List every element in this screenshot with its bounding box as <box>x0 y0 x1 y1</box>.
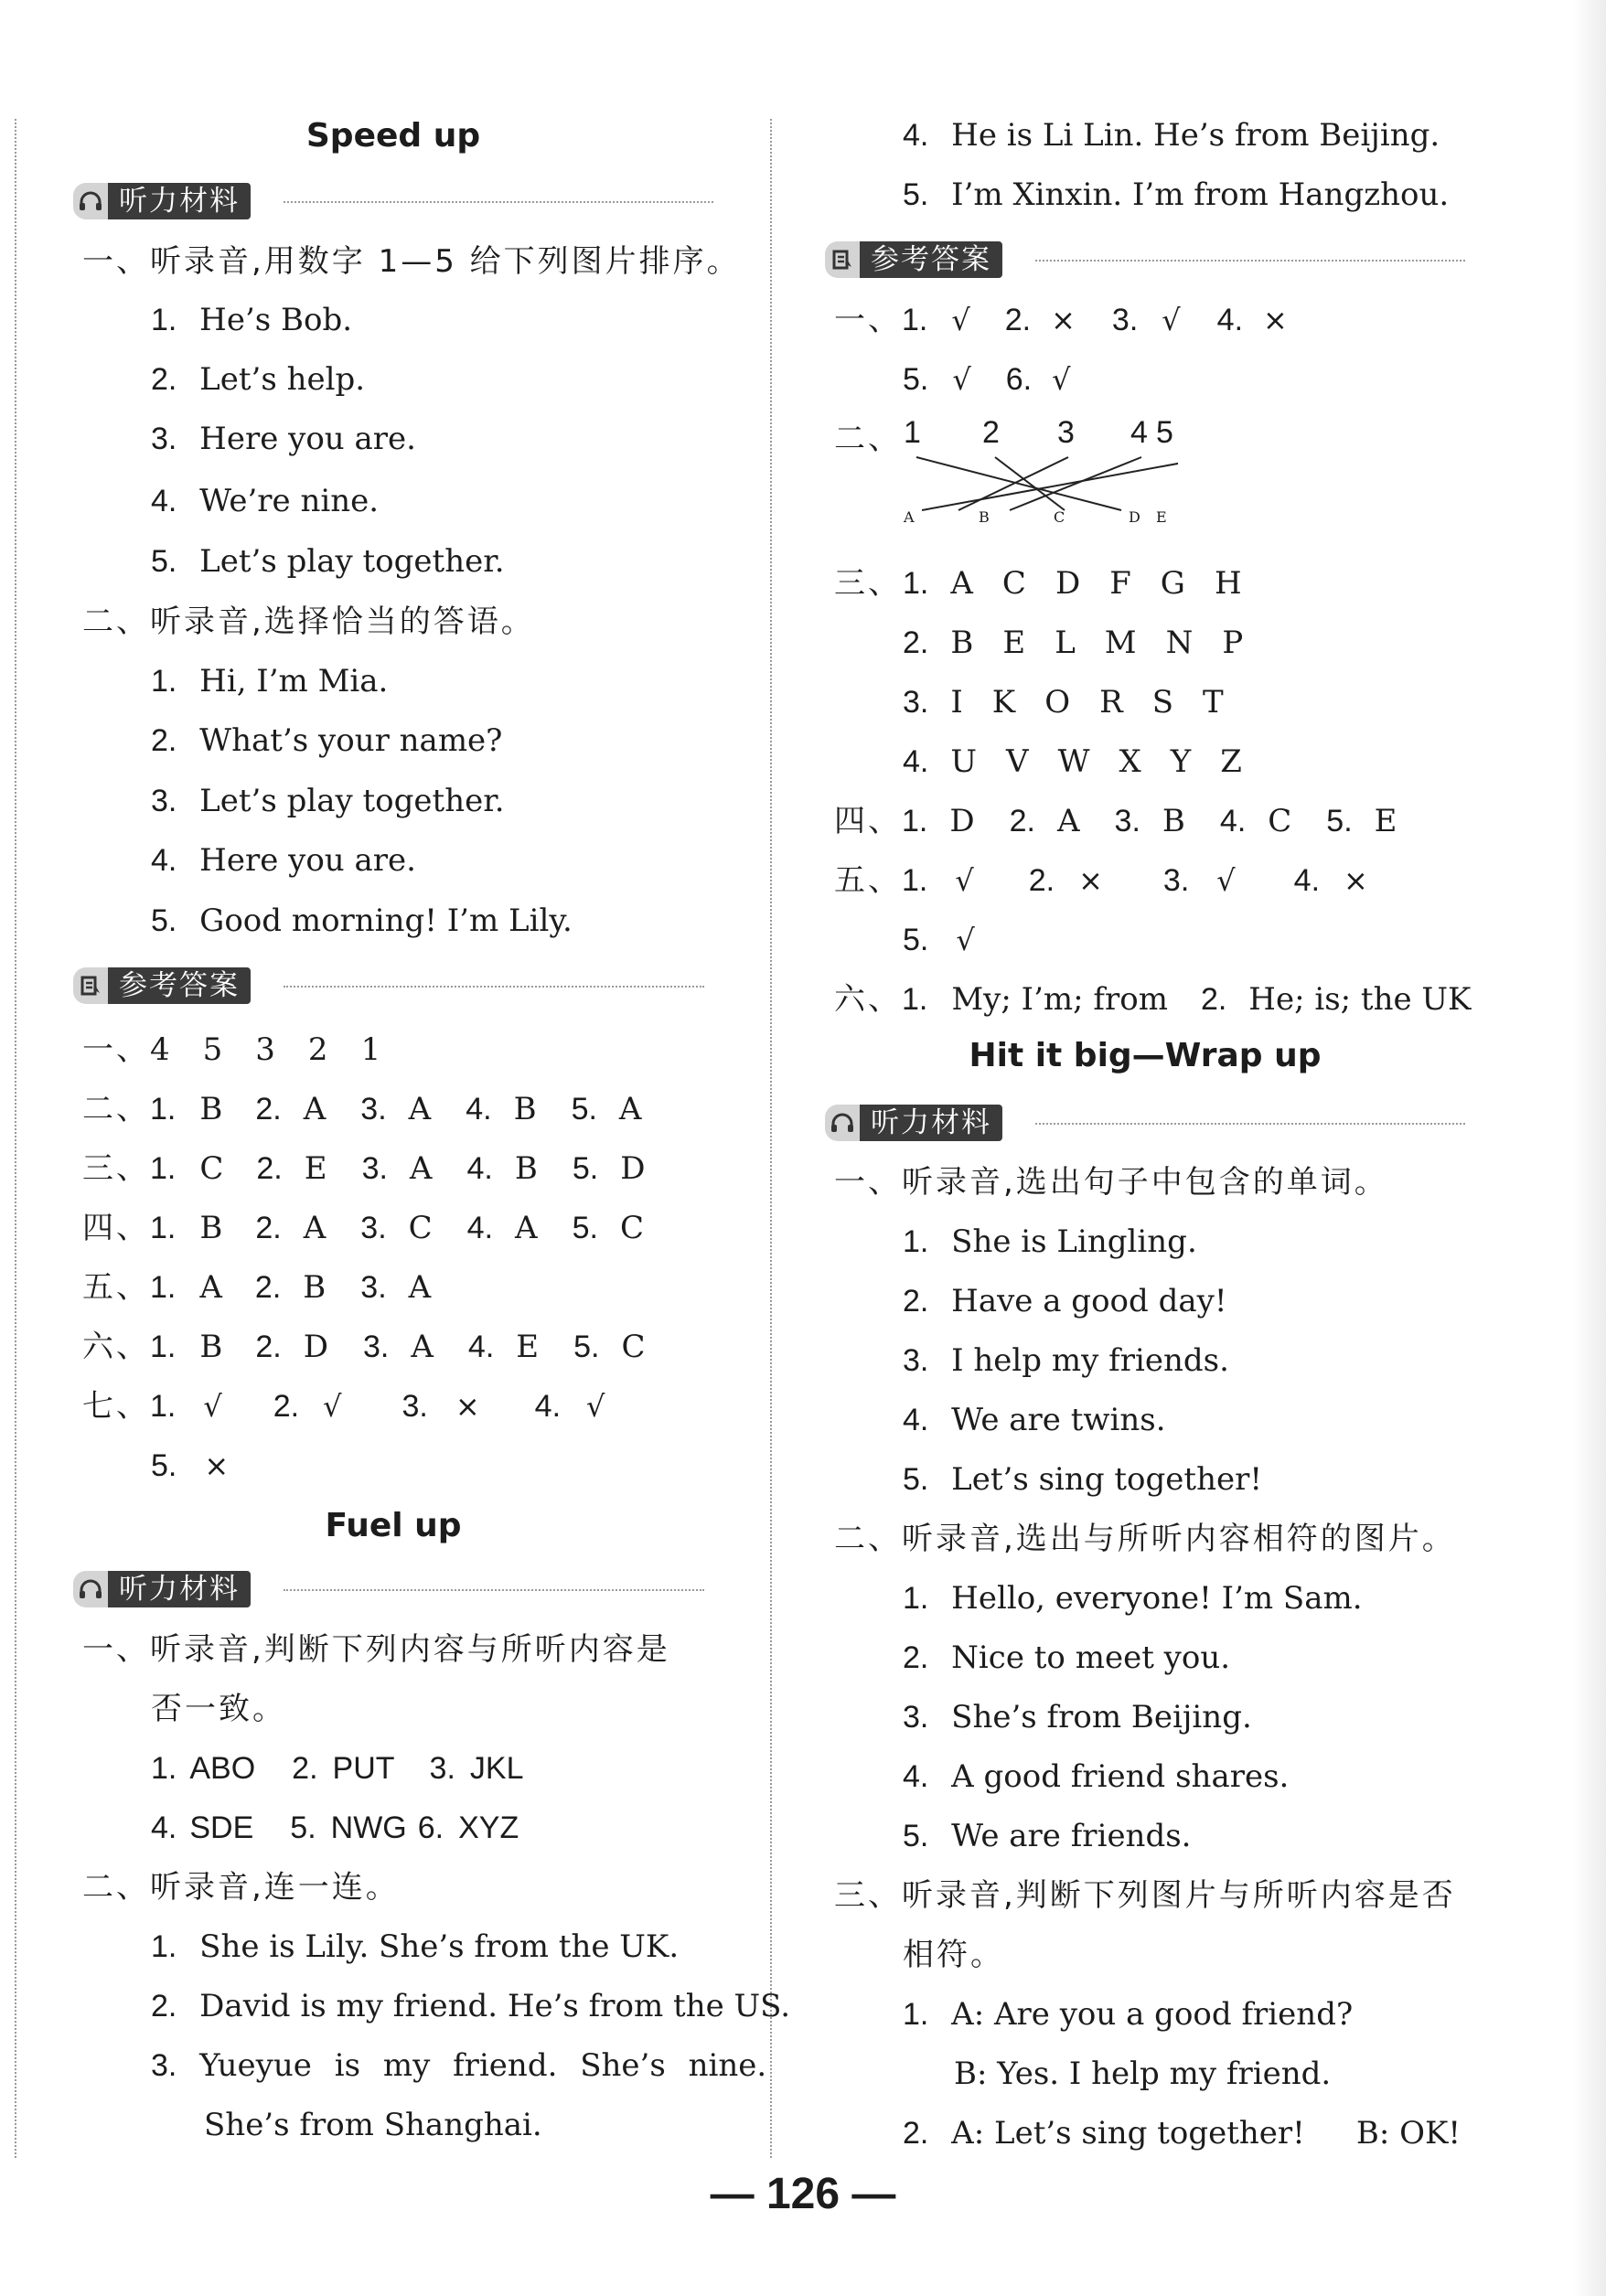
tag-rule <box>1035 1123 1465 1125</box>
answer-row: 四、1. D 2. A 3. B 4. C 5. E <box>834 803 1397 839</box>
list-item: 2. Nice to meet you. <box>903 1639 1231 1676</box>
answer-row: 三、1. C 2. E 3. A 4. B 5. D <box>82 1150 646 1187</box>
match-number: 1 <box>904 415 921 450</box>
answer-row: 1. ABO 2. PUT 3. JKL <box>151 1751 524 1786</box>
section-title-speed-up: Speed up <box>305 117 481 155</box>
answer-tag <box>73 967 251 1004</box>
page-number: — 126 — <box>710 2170 896 2218</box>
answer-row: 5. × <box>151 1448 230 1483</box>
list-item: 3. Here you are. <box>151 421 416 457</box>
book-icon <box>825 241 860 278</box>
answer-row: 二、1. B 2. A 3. A 4. B 5. A <box>82 1091 642 1127</box>
question-heading: 二、听录音,选择恰当的答语。 <box>82 603 535 640</box>
answer-row: 2. B E L M N P <box>903 625 1244 661</box>
answer-row: 3. I K O R S T <box>903 684 1224 721</box>
list-item: 2. A: Let’s sing together! B: OK! <box>903 2115 1461 2152</box>
question-heading: 三、听录音,判断下列图片与所听内容是否 <box>834 1877 1456 1914</box>
headphones-icon <box>73 1571 108 1607</box>
answer-tag <box>825 241 1002 278</box>
list-item: 1. She is Lingling. <box>903 1223 1197 1260</box>
list-item: 4. He is Li Lin. He’s from Beijing. <box>903 117 1440 154</box>
section-title-hit-it-big: Hit it big—Wrap up <box>969 1037 1322 1074</box>
match-letter: C <box>1054 508 1065 526</box>
question-heading: 二、听录音,选出与所听内容相符的图片。 <box>834 1521 1456 1557</box>
listening-tag <box>73 183 251 219</box>
left-margin-line <box>15 119 16 2158</box>
list-item: 2. Let’s help. <box>151 361 366 398</box>
answer-tag-label: 参考答案 <box>108 967 251 1004</box>
list-item: 2. Have a good day! <box>903 1283 1227 1319</box>
list-item: 2. David is my friend. He’s from the US. <box>151 1988 791 2024</box>
page-edge-shadow <box>1573 0 1606 2296</box>
match-letter: B <box>979 508 990 526</box>
answer-label: 三、 <box>834 565 902 602</box>
list-item: She’s from Shanghai. <box>204 2107 542 2143</box>
match-number: 5 <box>1156 415 1173 450</box>
answer-label: 二、 <box>834 421 902 457</box>
listening-tag-label: 听力材料 <box>108 1571 251 1607</box>
answer-row: 四、1. B 2. A 3. C 4. A 5. C <box>82 1210 644 1246</box>
tag-rule <box>284 1589 704 1591</box>
list-item: 3. Let’s play together. <box>151 783 505 819</box>
list-item: 5. Good morning! I’m Lily. <box>151 902 573 939</box>
answer-row: 5. √ <box>903 923 975 957</box>
headphones-icon <box>825 1105 860 1141</box>
match-number: 2 <box>982 415 1000 450</box>
match-letter: E <box>1156 508 1167 526</box>
answer-row: 七、1. √ 2. √ 3. × 4. √ <box>82 1388 605 1425</box>
list-item: 1. A: Are you a good friend? <box>903 1996 1354 2033</box>
list-item: 1. Hello, everyone! I’m Sam. <box>903 1580 1363 1617</box>
answer-row: 4. U V W X Y Z <box>903 743 1242 780</box>
answer-tag-label: 参考答案 <box>860 241 1002 278</box>
list-item: 4. Here you are. <box>151 842 416 879</box>
match-letter: A <box>904 508 915 526</box>
tag-rule <box>284 986 704 988</box>
answer-row: 六、1. My; I’m; from 2. He; is; the UK <box>834 981 1472 1018</box>
question-heading: 一、听录音,选出句子中包含的单词。 <box>834 1164 1388 1201</box>
list-item: 5. Let’s sing together! <box>903 1461 1263 1498</box>
list-item: 3. She’s from Beijing. <box>903 1699 1252 1735</box>
column-divider <box>770 119 772 2158</box>
list-item: B: Yes. I help my friend. <box>954 2056 1332 2092</box>
tag-rule <box>1035 260 1465 262</box>
list-item: 1. He’s Bob. <box>151 302 353 338</box>
answer-row: 4. SDE 5. NWG 6. XYZ <box>151 1810 519 1845</box>
answer-row: 五、1. A 2. B 3. A <box>82 1269 432 1306</box>
list-item: 4. We are twins. <box>903 1402 1166 1438</box>
listening-tag-label: 听力材料 <box>860 1105 1002 1141</box>
listening-tag-label: 听力材料 <box>108 183 251 219</box>
listening-tag <box>825 1105 1002 1141</box>
section-title-fuel-up: Fuel up <box>325 1507 462 1544</box>
list-item: 3. I help my friends. <box>903 1342 1229 1379</box>
answer-row: 六、1. B 2. D 3. A 4. E 5. C <box>82 1329 646 1365</box>
listening-tag <box>73 1571 251 1607</box>
answer-row: 一、1. √ 2. × 3. √ 4. × <box>834 302 1288 338</box>
list-item: 3. Yueyue is my friend. She’s nine. <box>151 2047 767 2084</box>
list-item: 1. She is Lily. She’s from the UK. <box>151 1928 680 1965</box>
tag-rule <box>284 201 713 203</box>
list-item: 5. I’m Xinxin. I’m from Hangzhou. <box>903 176 1450 213</box>
question-heading-cont: 否一致。 <box>151 1691 286 1727</box>
matching-diagram <box>904 415 1178 552</box>
answer-row: 1. A C D F G H <box>903 565 1242 602</box>
match-letter: D <box>1129 508 1140 526</box>
book-icon <box>73 967 108 1004</box>
list-item: 4. We’re nine. <box>151 483 380 519</box>
answer-row: 一、4 5 3 2 1 <box>82 1031 381 1068</box>
list-item: 2. What’s your name? <box>151 722 503 759</box>
answer-row: 五、1. √ 2. × 3. √ 4. × <box>834 862 1368 899</box>
list-item: 5. We are friends. <box>903 1818 1192 1854</box>
answer-row: 5. √ 6. √ <box>903 362 1071 397</box>
question-heading: 一、听录音,用数字 1—5 给下列图片排序。 <box>82 243 741 280</box>
list-item: 4. A good friend shares. <box>903 1758 1290 1795</box>
question-heading-cont: 相符。 <box>903 1937 1004 1973</box>
question-heading: 二、听录音,连一连。 <box>82 1869 400 1906</box>
headphones-icon <box>73 183 108 219</box>
match-number: 4 <box>1130 415 1148 450</box>
match-number: 3 <box>1057 415 1075 450</box>
question-heading: 一、听录音,判断下列内容与所听内容是 <box>82 1631 670 1668</box>
list-item: 1. Hi, I’m Mia. <box>151 663 389 699</box>
list-item: 5. Let’s play together. <box>151 543 505 580</box>
